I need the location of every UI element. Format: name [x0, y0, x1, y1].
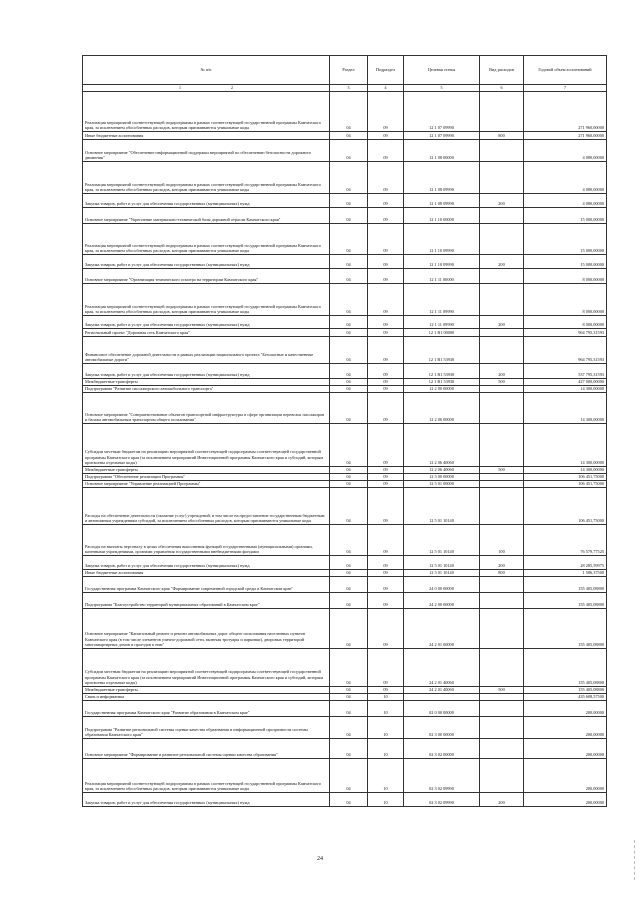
row-csr: 12 2 06 40060	[404, 424, 480, 467]
table-row	[83, 316, 607, 329]
row-name: Реализация мероприятий соответствующей подпрограммы в рамках соответствующей государственной программы Камчатского края, за исключением обособленных расходов, которым присваиваются уникальные коды	[83, 224, 330, 255]
row-name: Расходы на выплаты персоналу в целях обеспечения выполнения функций государственными (муниципальными) органами, казенными учреждениями, органами управления государственными внебюджетными фондами	[83, 525, 330, 556]
row-podrazdel: 09	[368, 224, 404, 255]
row-name: Расходы на обеспечение деятельности (оказание услуг) учреждений, в том числе на предоставление государственным бюджетным и автономным учреждениям субсидий, за исключением обособленных расходов, которым присваиваются уникальные коды	[83, 488, 330, 525]
row-podrazdel: 09	[368, 255, 404, 269]
row-csr: 02 0 00 00000	[404, 701, 480, 717]
row-podrazdel: 09	[368, 593, 404, 609]
table-row	[83, 162, 607, 194]
header-csr: Целевая статья	[404, 56, 480, 85]
row-vr	[480, 329, 524, 337]
row-amount: 4 080,00000	[524, 140, 607, 162]
table-row	[83, 132, 607, 140]
row-razdel: 04	[330, 337, 368, 364]
row-podrazdel: 09	[368, 329, 404, 337]
row-razdel: 04	[330, 92, 368, 132]
row-name: Закупка товаров, работ и услуг для обеспечения государственных (муниципальных) нужд	[83, 194, 330, 208]
table-row	[83, 467, 607, 474]
row-name: Основное мероприятие "Укрепление материально-технической базы дорожной отрасли Камчатского края"	[83, 208, 330, 224]
row-razdel: 04	[330, 379, 368, 386]
scan-edge-mark	[634, 840, 636, 880]
row-vr: 500	[480, 379, 524, 386]
row-csr: 12 5 00 00000	[404, 474, 480, 481]
column-index-row	[83, 85, 607, 92]
row-csr: 12 2 06 00000	[404, 393, 480, 424]
row-razdel: 04	[330, 269, 368, 284]
page-number: 24	[317, 856, 323, 862]
row-vr	[480, 337, 524, 364]
table-row	[83, 687, 607, 694]
column-index-4: 4	[368, 85, 404, 92]
table-row	[83, 525, 607, 556]
row-amount: 14 300,00000	[524, 424, 607, 467]
row-amount: 15 000,00000	[524, 255, 607, 269]
row-razdel: 04	[330, 284, 368, 316]
row-name: Основное мероприятие "Управление реализацией Программы"	[83, 481, 330, 488]
row-name: Субсидии местным бюджетам на реализацию мероприятий соответствующей подпрограммы соответствующей государственной программы Камчатского края (за исключением мероприятий Инвестиционной программы Камчатского края и субсидий, которым присвоены отдельные коды)	[83, 649, 330, 687]
row-razdel: 04	[330, 194, 368, 208]
row-podrazdel: 09	[368, 393, 404, 424]
row-amount: 8 000,00000	[524, 269, 607, 284]
row-vr	[480, 162, 524, 194]
row-csr: 12 1 R1 00000	[404, 329, 480, 337]
row-podrazdel: 09	[368, 577, 404, 593]
row-amount: 200,00000	[524, 793, 607, 807]
row-razdel: 04	[330, 701, 368, 717]
row-podrazdel: 09	[368, 162, 404, 194]
row-amount: 106 451,75000	[524, 481, 607, 488]
row-csr	[404, 694, 480, 701]
row-vr: 200	[480, 556, 524, 570]
row-vr	[480, 269, 524, 284]
row-razdel: 04	[330, 140, 368, 162]
row-amount: 271 960,00000	[524, 132, 607, 140]
row-razdel: 04	[330, 224, 368, 255]
row-csr: 12 1 11 00000	[404, 269, 480, 284]
row-name: Основное мероприятие "Капитальный ремонт и ремонт автомобильных дорог общего пользования населенных пунктов Камчатского края (в том числе элементов улично-дорожной сети, включая тротуары и парковки), дворовых территорий многоквартирных домов и проездов к ним"	[83, 609, 330, 649]
row-razdel: 04	[330, 467, 368, 474]
row-csr: 24 2 00 00000	[404, 593, 480, 609]
row-razdel: 04	[330, 162, 368, 194]
row-vr: 500	[480, 687, 524, 694]
table-row	[83, 92, 607, 132]
row-amount: 155 405,08800	[524, 577, 607, 593]
row-name: Субсидии местным бюджетам на реализацию мероприятий соответствующей подпрограммы соответствующей государственной программы Камчатского края (за исключением мероприятий Инвестиционной программы Камчатского края и субсидий, которым присвоены отдельные коды)	[83, 424, 330, 467]
row-razdel: 04	[330, 474, 368, 481]
row-vr: 200	[480, 364, 524, 379]
row-vr: 200	[480, 194, 524, 208]
row-amount: 15 000,00000	[524, 224, 607, 255]
row-podrazdel: 09	[368, 140, 404, 162]
row-name: Подпрограмма "Обеспечение реализации Программы"	[83, 474, 330, 481]
row-amount: 15 000,00000	[524, 208, 607, 224]
row-vr	[480, 208, 524, 224]
row-vr	[480, 717, 524, 739]
table-row	[83, 593, 607, 609]
row-amount: 14 300,00000	[524, 393, 607, 424]
row-amount: 14 300,00000	[524, 467, 607, 474]
row-vr	[480, 609, 524, 649]
row-vr	[480, 593, 524, 609]
row-vr	[480, 140, 524, 162]
row-csr: 24 0 00 00000	[404, 577, 480, 593]
row-podrazdel: 09	[368, 337, 404, 364]
table-row	[83, 140, 607, 162]
row-podrazdel: 09	[368, 570, 404, 577]
row-vr	[480, 649, 524, 687]
row-name: Закупка товаров, работ и услуг для обеспечения государственных (муниципальных) нужд	[83, 793, 330, 807]
row-razdel: 04	[330, 694, 368, 701]
row-csr: 12 1 11 09990	[404, 284, 480, 316]
row-amount: 964 795,31593	[524, 337, 607, 364]
row-amount: 8 000,00000	[524, 284, 607, 316]
row-csr: 12 1 08 09990	[404, 162, 480, 194]
row-name: Межбюджетные трансферты	[83, 379, 330, 386]
table-row	[83, 393, 607, 424]
row-csr: 24 2 01 00000	[404, 609, 480, 649]
row-podrazdel: 09	[368, 467, 404, 474]
row-amount: 8 000,00000	[524, 316, 607, 329]
row-razdel: 04	[330, 329, 368, 337]
header-razdel: Раздел	[330, 56, 368, 85]
row-podrazdel: 10	[368, 759, 404, 793]
row-vr	[480, 284, 524, 316]
row-csr: 12 5 01 10140	[404, 488, 480, 525]
row-csr: 12 5 01 10140	[404, 570, 480, 577]
row-name: Государственная программа Камчатского края "Формирование современной городской среды в Камчатском крае"	[83, 577, 330, 593]
row-name: Закупка товаров, работ и услуг для обеспечения государственных (муниципальных) нужд	[83, 364, 330, 379]
row-razdel: 04	[330, 759, 368, 793]
row-name: Подпрограмма "Развитие пассажирского автомобильного транспорта"	[83, 386, 330, 393]
row-csr: 12 1 R1 53930	[404, 337, 480, 364]
row-podrazdel: 09	[368, 488, 404, 525]
table-row	[83, 577, 607, 593]
row-podrazdel: 10	[368, 739, 404, 759]
table-row	[83, 556, 607, 570]
row-podrazdel: 09	[368, 269, 404, 284]
table-row	[83, 379, 607, 386]
row-csr: 12 1 08 09990	[404, 194, 480, 208]
row-razdel: 04	[330, 687, 368, 694]
row-csr: 12 1 10 09990	[404, 224, 480, 255]
row-name: Межбюджетные трансферты	[83, 687, 330, 694]
row-name: Межбюджетные трансферты	[83, 467, 330, 474]
row-name: Региональный проект "Дорожная сеть Камчатского края"	[83, 329, 330, 337]
row-name: Государственная программа Камчатского края "Развитие образования в Камчатском крае"	[83, 701, 330, 717]
row-name: Подпрограмма "Благоустройство территорий муниципальных образований в Камчатском крае"	[83, 593, 330, 609]
row-vr: 800	[480, 132, 524, 140]
row-vr: 200	[480, 255, 524, 269]
row-amount: 427 000,00000	[524, 379, 607, 386]
row-amount: 200,00000	[524, 739, 607, 759]
row-vr	[480, 577, 524, 593]
row-amount: 14 300,00000	[524, 386, 607, 393]
row-vr	[480, 701, 524, 717]
row-razdel: 04	[330, 570, 368, 577]
row-podrazdel: 09	[368, 92, 404, 132]
row-podrazdel: 09	[368, 386, 404, 393]
row-amount: 106 451,75000	[524, 474, 607, 481]
row-vr	[480, 224, 524, 255]
row-podrazdel: 09	[368, 194, 404, 208]
column-index-1: 1 2	[83, 85, 330, 92]
table-row	[83, 364, 607, 379]
row-amount: 4 080,00000	[524, 194, 607, 208]
row-amount: 4 080,00000	[524, 162, 607, 194]
column-index-3: 3	[330, 85, 368, 92]
row-vr	[480, 694, 524, 701]
row-csr: 12 1 R1 53930	[404, 364, 480, 379]
row-vr	[480, 739, 524, 759]
row-vr: 200	[480, 793, 524, 807]
row-vr: 500	[480, 467, 524, 474]
row-podrazdel: 10	[368, 793, 404, 807]
row-vr	[480, 474, 524, 481]
table-row	[83, 208, 607, 224]
row-csr: 12 5 01 10140	[404, 525, 480, 556]
row-amount: 964 795,31593	[524, 329, 607, 337]
row-csr: 12 5 01 10140	[404, 556, 480, 570]
row-razdel: 04	[330, 393, 368, 424]
row-name: Иные бюджетные ассигнования	[83, 132, 330, 140]
row-razdel: 04	[330, 364, 368, 379]
row-vr	[480, 481, 524, 488]
row-podrazdel: 09	[368, 424, 404, 467]
row-csr: 02 3 02 09990	[404, 759, 480, 793]
row-razdel: 04	[330, 386, 368, 393]
table-row	[83, 269, 607, 284]
table-row	[83, 284, 607, 316]
row-name: Подпрограмма "Развитие региональной системы оценки качества образования и информационной прозрачности системы образования Камчатского края"	[83, 717, 330, 739]
table-row	[83, 481, 607, 488]
table-row	[83, 424, 607, 467]
row-podrazdel: 09	[368, 687, 404, 694]
row-vr: 100	[480, 525, 524, 556]
row-csr: 12 2 06 40060	[404, 467, 480, 474]
row-razdel: 04	[330, 649, 368, 687]
row-razdel: 04	[330, 481, 368, 488]
row-podrazdel: 09	[368, 474, 404, 481]
row-razdel: 04	[330, 316, 368, 329]
row-razdel: 04	[330, 488, 368, 525]
table-row	[83, 701, 607, 717]
row-podrazdel: 09	[368, 525, 404, 556]
row-name: Реализация мероприятий соответствующей подпрограммы в рамках соответствующей государственной программы Камчатского края, за исключением обособленных расходов, которым присваиваются уникальные коды	[83, 162, 330, 194]
table-row	[83, 255, 607, 269]
table-row	[83, 609, 607, 649]
row-razdel: 04	[330, 525, 368, 556]
row-csr: 12 1 07 09990	[404, 92, 480, 132]
row-vr	[480, 759, 524, 793]
table-row	[83, 194, 607, 208]
row-name: Основное мероприятие "Организация технического осмотра на территории Камчатского края"	[83, 269, 330, 284]
row-name: Закупка товаров, работ и услуг для обеспечения государственных (муниципальных) нужд	[83, 556, 330, 570]
budget-table	[82, 55, 607, 807]
row-csr: 12 1 07 09990	[404, 132, 480, 140]
column-index-6: 6	[480, 85, 524, 92]
row-name: Реализация мероприятий соответствующей подпрограммы в рамках соответствующей государственной программы Камчатского края, за исключением обособленных расходов, которым присваиваются уникальные коды	[83, 92, 330, 132]
column-index-7: 7	[524, 85, 607, 92]
row-amount: 537 795,31593	[524, 364, 607, 379]
row-podrazdel: 10	[368, 717, 404, 739]
row-podrazdel: 09	[368, 284, 404, 316]
row-razdel: 04	[330, 556, 368, 570]
row-podrazdel: 09	[368, 649, 404, 687]
row-csr: 12 1 11 09990	[404, 316, 480, 329]
table-row	[83, 337, 607, 364]
row-csr: 02 3 00 00000	[404, 717, 480, 739]
row-razdel: 04	[330, 208, 368, 224]
table-row	[83, 329, 607, 337]
row-razdel: 04	[330, 424, 368, 467]
row-csr: 12 1 10 00000	[404, 208, 480, 224]
header-amount: Годовой объем ассигнований	[524, 56, 607, 85]
row-amount: 155 405,08800	[524, 593, 607, 609]
row-name: Основное мероприятие "Обеспечение информационной поддержки мероприятий по обеспечению безопасности дорожного движения"	[83, 140, 330, 162]
row-razdel: 04	[330, 609, 368, 649]
row-vr: 200	[480, 316, 524, 329]
row-amount: 155 405,08800	[524, 687, 607, 694]
row-vr	[480, 424, 524, 467]
table-row	[83, 224, 607, 255]
row-podrazdel: 10	[368, 701, 404, 717]
row-csr: 12 1 08 00000	[404, 140, 480, 162]
row-amount: 271 960,00000	[524, 92, 607, 132]
row-razdel: 04	[330, 717, 368, 739]
row-amount: 155 405,08800	[524, 609, 607, 649]
row-amount: 435 608,57500	[524, 694, 607, 701]
header-podrazdel: Подраздел	[368, 56, 404, 85]
row-razdel: 04	[330, 793, 368, 807]
row-name: Основное мероприятие "Формирование и развитие региональной системы оценки качества образования"	[83, 739, 330, 759]
row-amount: 200,00000	[524, 717, 607, 739]
row-csr: 12 1 R1 53930	[404, 379, 480, 386]
row-razdel: 04	[330, 593, 368, 609]
table-row	[83, 570, 607, 577]
table-row	[83, 488, 607, 525]
row-csr: 24 2 01 40060	[404, 649, 480, 687]
row-amount: 28 285,59975	[524, 556, 607, 570]
row-amount: 155 405,08800	[524, 649, 607, 687]
row-vr	[480, 488, 524, 525]
table-row	[83, 739, 607, 759]
row-name: Реализация мероприятий соответствующей подпрограммы в рамках соответствующей государственной программы Камчатского края, за исключением обособленных расходов, которым присваиваются уникальные коды	[83, 759, 330, 793]
table-row	[83, 649, 607, 687]
row-amount: 200,00000	[524, 701, 607, 717]
row-podrazdel: 09	[368, 132, 404, 140]
row-razdel: 04	[330, 739, 368, 759]
row-name: Реализация мероприятий соответствующей подпрограммы в рамках соответствующей государственной программы Камчатского края, за исключением обособленных расходов, которым присваиваются уникальные коды	[83, 284, 330, 316]
row-podrazdel: 10	[368, 694, 404, 701]
row-csr: 12 5 01 00000	[404, 481, 480, 488]
table-row	[83, 759, 607, 793]
row-vr	[480, 393, 524, 424]
row-podrazdel: 09	[368, 316, 404, 329]
row-amount: 106 451,75000	[524, 488, 607, 525]
table-row	[83, 694, 607, 701]
header-name: № п/п	[83, 56, 330, 85]
row-podrazdel: 09	[368, 364, 404, 379]
row-podrazdel: 09	[368, 481, 404, 488]
column-index-5: 5	[404, 85, 480, 92]
table-row	[83, 474, 607, 481]
row-csr: 02 3 02 00000	[404, 739, 480, 759]
row-vr: 800	[480, 570, 524, 577]
row-vr	[480, 386, 524, 393]
row-amount: 76 579,77525	[524, 525, 607, 556]
row-razdel: 04	[330, 255, 368, 269]
table-row	[83, 717, 607, 739]
table-body	[83, 92, 607, 807]
table-header-row	[83, 56, 607, 85]
row-name: Закупка товаров, работ и услуг для обеспечения государственных (муниципальных) нужд	[83, 316, 330, 329]
budget-page	[82, 55, 606, 807]
row-name: Основное мероприятие "Совершенствование объектов транспортной инфраструктуры в сфере организации перевозок пассажиров и багажа автомобильным транспортом общего пользования"	[83, 393, 330, 424]
row-podrazdel: 09	[368, 609, 404, 649]
row-name: Иные бюджетные ассигнования	[83, 570, 330, 577]
row-csr: 24 2 01 40060	[404, 687, 480, 694]
row-csr: 12 1 10 09990	[404, 255, 480, 269]
table-row	[83, 386, 607, 393]
row-amount: 200,00000	[524, 759, 607, 793]
row-csr: 12 2 00 00000	[404, 386, 480, 393]
row-name: Финансовое обеспечение дорожной деятельности в рамках реализации национального проекта "Безопасные и качественные автомобильные дороги"	[83, 337, 330, 364]
row-razdel: 04	[330, 132, 368, 140]
header-vr: Вид расходов	[480, 56, 524, 85]
row-csr: 02 3 02 09990	[404, 793, 480, 807]
row-podrazdel: 09	[368, 208, 404, 224]
row-podrazdel: 09	[368, 556, 404, 570]
row-podrazdel: 09	[368, 379, 404, 386]
table-row	[83, 793, 607, 807]
row-vr	[480, 92, 524, 132]
row-amount: 1 586,37500	[524, 570, 607, 577]
row-name: Закупка товаров, работ и услуг для обеспечения государственных (муниципальных) нужд	[83, 255, 330, 269]
row-razdel: 04	[330, 577, 368, 593]
row-name: Связь и информатика	[83, 694, 330, 701]
